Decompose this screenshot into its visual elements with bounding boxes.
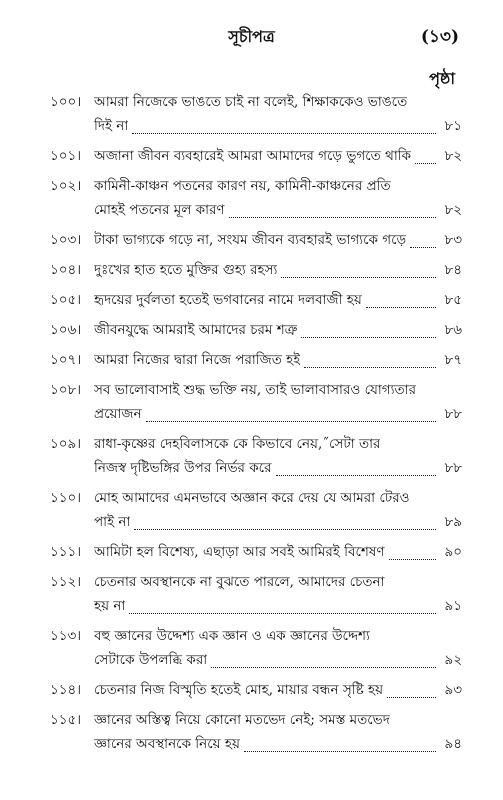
dot-leader bbox=[211, 666, 436, 668]
entry-page: ৮৪ bbox=[444, 262, 462, 278]
entry-page: ৮৫ bbox=[444, 292, 462, 308]
entry-page: ৮২ bbox=[444, 148, 462, 164]
toc-entry bbox=[50, 680, 462, 710]
page-column-label: পৃষ্ঠা bbox=[429, 69, 455, 88]
entry-page: ৮১ bbox=[444, 118, 462, 134]
dot-leader bbox=[229, 216, 436, 218]
page-number: (১৩) bbox=[420, 27, 459, 47]
entry-title-continued: দিই না bbox=[94, 118, 129, 134]
entry-title: অজানা জীবন ব্যবহারেই আমরা আমাদের গড়ে ভুগতে থাকি bbox=[94, 148, 412, 164]
entry-page: ৯০ bbox=[444, 544, 462, 560]
page-header bbox=[0, 24, 503, 50]
entry-title: দুঃখের হাত হতে মুক্তির গুহ্য রহস্য bbox=[94, 262, 278, 278]
entry-number: ১১৪। bbox=[50, 682, 82, 698]
dot-leader bbox=[281, 276, 436, 278]
toc-entry bbox=[50, 488, 462, 542]
entry-number: ১০২। bbox=[50, 178, 82, 194]
dot-leader bbox=[387, 696, 436, 698]
toc-entry bbox=[50, 626, 462, 680]
entry-title: চেতনার নিজ বিস্মৃতি হতেই মোহ, মায়ার বন্ধন সৃষ্টি হয় bbox=[94, 682, 384, 698]
entry-page: ৯১ bbox=[444, 598, 462, 614]
entry-page: ৮৬ bbox=[444, 322, 462, 338]
entry-page: ৮৩ bbox=[444, 232, 462, 248]
dot-leader bbox=[304, 366, 436, 368]
toc-entry bbox=[50, 146, 462, 176]
entry-title: বহু জ্ঞানের উদ্দেশ্য এক জ্ঞান ও এক জ্ঞানের উদ্দেশ্য bbox=[94, 628, 370, 644]
entry-title: মোহ আমাদের এমনভাবে অজ্ঞান করে দেয় যে আমরা টেরও bbox=[94, 490, 410, 506]
toc-entry bbox=[50, 572, 462, 626]
entry-page: ৮৯ bbox=[444, 514, 462, 530]
dot-leader bbox=[410, 246, 436, 248]
entry-page: ৯৩ bbox=[444, 682, 462, 698]
entry-title: টাকা ভাগ্যকে গড়ে না, সংযম জীবন ব্যবহারই ভাগ্যকে গড়ে bbox=[94, 232, 407, 248]
entry-title-continued: প্রয়োজন bbox=[94, 406, 142, 422]
entry-title: সব ভালোবাসাই শুদ্ধ ভক্তি নয়, তাই ভালাবাসারও যোগ্যতার bbox=[94, 382, 417, 398]
entry-number: ১১৫। bbox=[50, 712, 82, 728]
dot-leader bbox=[132, 132, 436, 134]
entry-page: ৮৮ bbox=[444, 460, 462, 476]
entry-title: কামিনী-কাঞ্চন পতনের কারণ নয়, কামিনী-কাঞ্চনের প্রতি bbox=[94, 178, 391, 194]
dot-leader bbox=[366, 306, 436, 308]
entry-number: ১০৪। bbox=[50, 262, 82, 278]
entry-title-continued: পাই না bbox=[94, 514, 131, 530]
entry-page: ৮২ bbox=[444, 202, 462, 218]
entry-title-continued: নিজস্ব দৃষ্টিভঙ্গির উপর নির্ভর করে bbox=[94, 460, 272, 476]
entry-number: ১০৫। bbox=[50, 292, 82, 308]
entry-page: ৮৭ bbox=[444, 352, 462, 368]
entry-title: জীবনযুদ্ধে আমরাই আমাদের চরম শত্রু bbox=[94, 322, 298, 338]
entry-title: আমিটা হল বিশেষ্য, এছাড়া আর সবই আমিরই বিশেষণ bbox=[94, 544, 385, 560]
dot-leader bbox=[415, 162, 436, 164]
toc-entry bbox=[50, 320, 462, 350]
entry-number: ১১১। bbox=[50, 544, 82, 560]
entry-page: ৯৪ bbox=[444, 736, 462, 752]
entry-page: ৯২ bbox=[444, 652, 462, 668]
entry-title: জ্ঞানের অস্তিত্ব নিয়ে কোনো মতভেদ নেই; সমস্ত মতভেদ bbox=[94, 712, 390, 728]
toc-entry bbox=[50, 176, 462, 230]
dot-leader bbox=[244, 750, 436, 752]
entry-number: ১১৩। bbox=[50, 628, 82, 644]
entry-title: আমরা নিজেকে ভাঙতে চাই না বলেই, শিক্ষাককেও ভাঙতে bbox=[94, 94, 408, 110]
dot-leader bbox=[276, 474, 436, 476]
toc-entry bbox=[50, 710, 462, 764]
entry-number: ১০৭। bbox=[50, 352, 82, 368]
entry-title-continued: জ্ঞানের অবস্থানকে নিয়ে হয় bbox=[94, 736, 240, 752]
page-title: সূচীপত্র bbox=[228, 27, 275, 46]
dot-leader bbox=[301, 336, 436, 338]
dot-leader bbox=[146, 420, 436, 422]
toc-entry bbox=[50, 350, 462, 380]
toc-entry bbox=[50, 260, 462, 290]
toc-list bbox=[50, 92, 462, 764]
entry-number: ১১২। bbox=[50, 574, 82, 590]
entry-page: ৮৮ bbox=[444, 406, 462, 422]
toc-entry bbox=[50, 290, 462, 320]
entry-title: আমরা নিজের দ্বারা নিজে পরাজিত হই bbox=[94, 352, 301, 368]
entry-number: ১০৮। bbox=[50, 382, 82, 398]
entry-number: ১১০। bbox=[50, 490, 82, 506]
toc-entry bbox=[50, 230, 462, 260]
entry-number: ১০৬। bbox=[50, 322, 82, 338]
entry-title-continued: সেটাকে উপলব্ধি করা bbox=[94, 652, 208, 668]
entry-title: রাধা-কৃষ্ণের দেহবিলাসকে কে কিভাবে নেয়,˝সেটা তার bbox=[94, 436, 381, 452]
entry-title-continued: হয় না bbox=[94, 598, 126, 614]
dot-leader bbox=[134, 528, 436, 530]
dot-leader bbox=[389, 558, 437, 560]
dot-leader bbox=[129, 612, 436, 614]
toc-entry bbox=[50, 92, 462, 146]
entry-title: চেতনার অবস্থানকে না বুঝতে পারলে, আমাদের চেতনা bbox=[94, 574, 385, 590]
entry-title: হৃদয়ের দুর্বলতা হতেই ভগবানের নামে দলবাজী হয় bbox=[94, 292, 362, 308]
toc-entry bbox=[50, 434, 462, 488]
toc-entry bbox=[50, 380, 462, 434]
toc-entry bbox=[50, 542, 462, 572]
entry-number: ১০০। bbox=[50, 94, 82, 110]
entry-number: ১০৯। bbox=[50, 436, 82, 452]
entry-number: ১০১। bbox=[50, 148, 82, 164]
entry-number: ১০৩। bbox=[50, 232, 82, 248]
entry-title-continued: মোহই পতনের মূল কারণ bbox=[94, 202, 225, 218]
